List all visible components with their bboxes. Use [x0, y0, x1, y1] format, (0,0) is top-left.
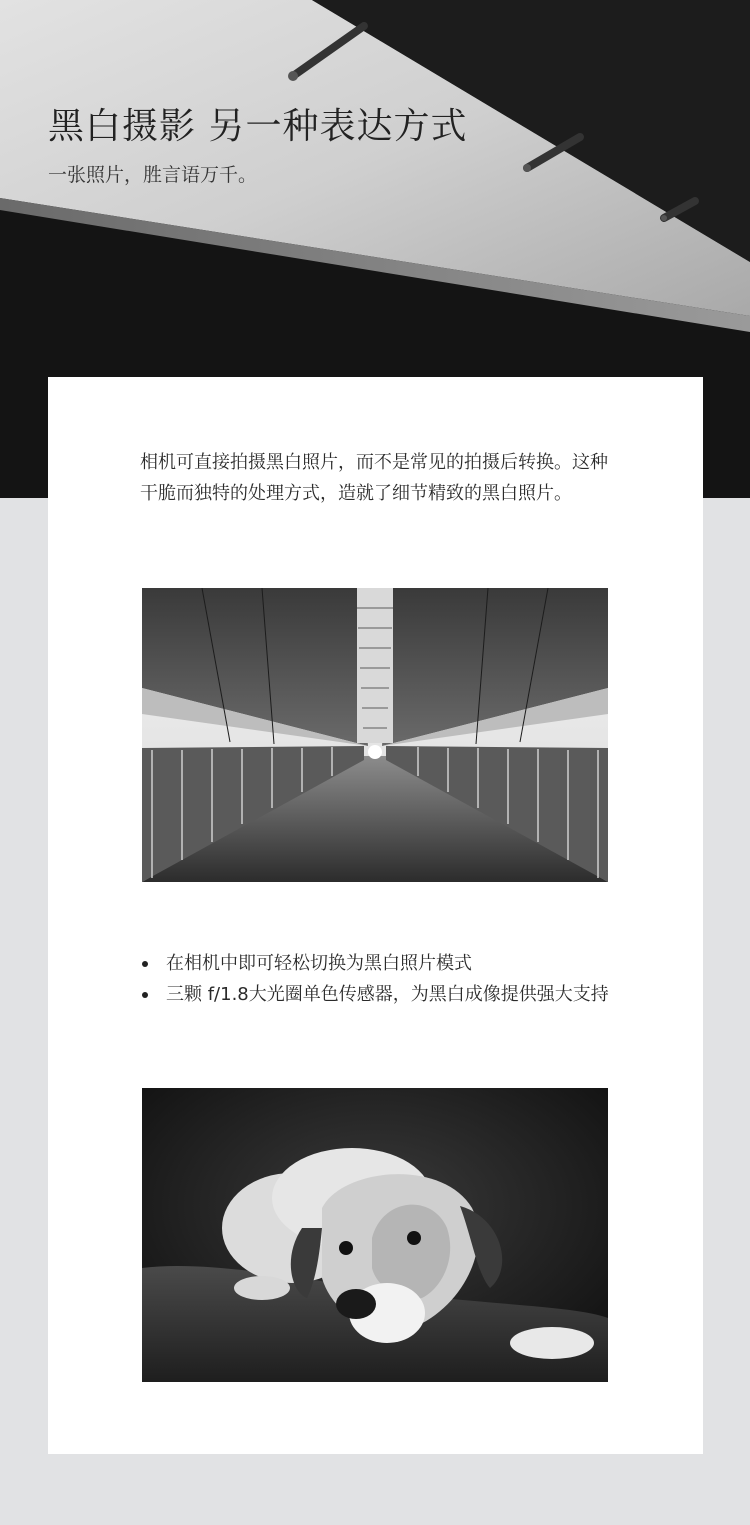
dog-photo	[142, 1088, 608, 1382]
content-card	[48, 377, 703, 1454]
page-subtitle: 一张照片，胜言语万千。	[48, 164, 258, 186]
feature-text: 在相机中即可轻松切换为黑白照片模式	[166, 953, 472, 974]
page-title: 黑白摄影 另一种表达方式	[48, 106, 468, 147]
feature-text: 三颗 f/1.8大光圈单色传感器，为黑白成像提供强大支持	[166, 984, 609, 1005]
bridge-photo	[142, 588, 608, 882]
feature-item	[140, 948, 612, 979]
intro-paragraph: 相机可直接拍摄黑白照片，而不是常见的拍摄后转换。这种干脆而独特的处理方式，造就了细节精致的黑白照片。	[140, 452, 608, 504]
bridge-photo-illustration	[142, 588, 608, 882]
feature-item	[140, 979, 612, 1010]
dog-photo-illustration	[142, 1088, 608, 1382]
bullet-icon	[142, 992, 148, 998]
feature-list	[140, 948, 612, 1010]
bullet-icon	[142, 961, 148, 967]
